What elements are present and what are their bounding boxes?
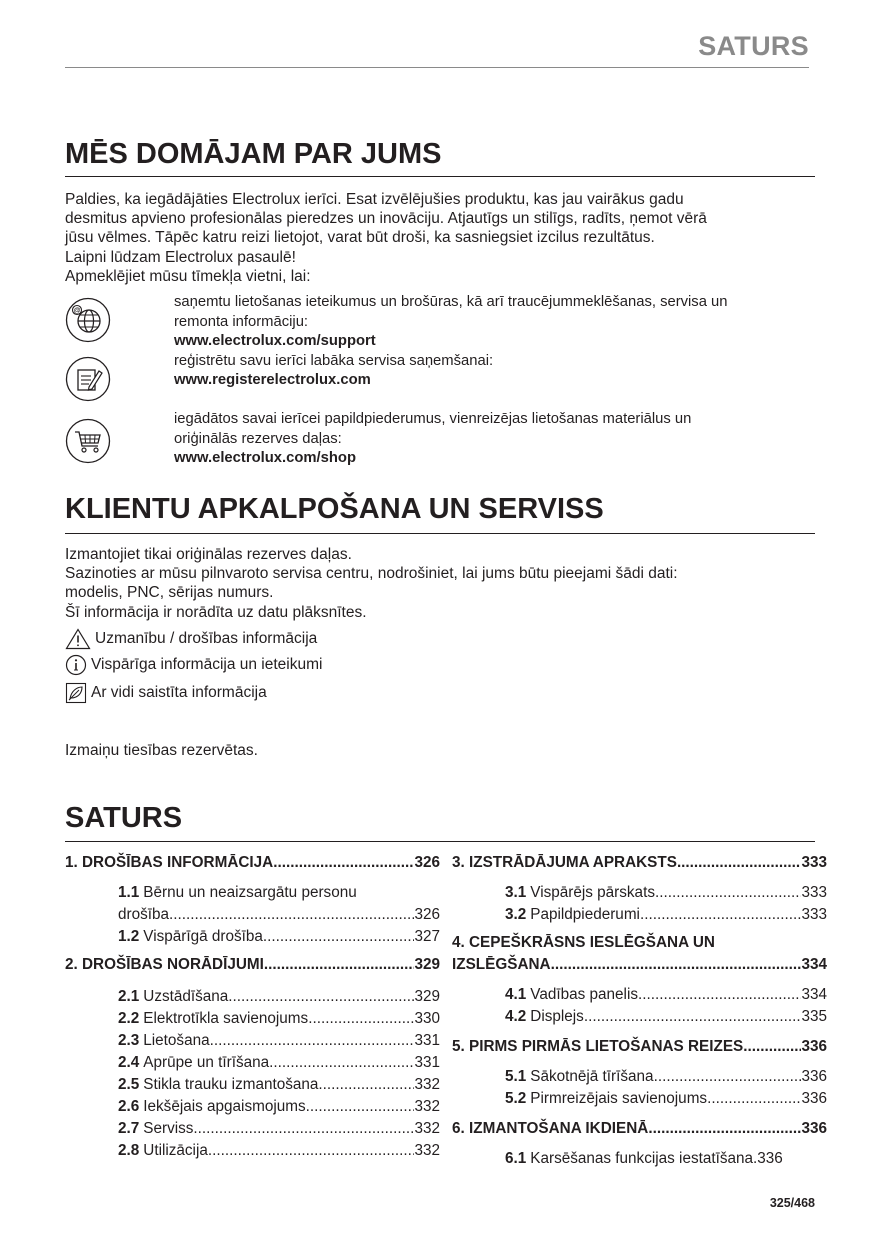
toc-chapter-6[interactable] <box>452 1118 827 1140</box>
toc-chapter-4-entries <box>452 984 827 1028</box>
toc-page: 336 <box>801 1038 827 1055</box>
toc-entry[interactable] <box>65 1074 440 1096</box>
toc-label: Bērnu un neaizsargātu personu <box>143 884 357 901</box>
toc-entry[interactable] <box>452 882 827 904</box>
toc-leader <box>584 1006 802 1028</box>
toc-leader <box>655 882 802 904</box>
toc-label: Pirmreizējais savienojums <box>530 1090 708 1107</box>
toc-leader <box>208 1140 415 1162</box>
toc-num: 4.2 <box>505 1008 527 1025</box>
toc-label: IZSLĒGŠANA <box>452 956 551 973</box>
toc-chapter-5[interactable] <box>452 1036 827 1058</box>
toc-label: 1. DROŠĪBAS INFORMĀCIJA <box>65 854 274 871</box>
toc-label: Utilizācija <box>143 1142 208 1159</box>
toc-chapter-2[interactable] <box>65 954 440 976</box>
toc-label: 6. IZMANTOŠANA IKDIENĀ <box>452 1120 649 1137</box>
toc-page: 331 <box>414 1032 440 1049</box>
support-text: saņemtu lietošanas ieteikumus un brošūras, kā arī traucējummeklēšanas, servisa un <box>174 294 728 310</box>
toc-page: 332 <box>414 1142 440 1159</box>
warning-icon <box>65 628 91 650</box>
toc-num: 3.1 <box>505 884 527 901</box>
toc-page: 332 <box>414 1098 440 1115</box>
toc-page: 331 <box>414 1054 440 1071</box>
intro-line: jūsu vēlmes. Tāpēc katru reizi lietojot, varat būt droši, ka sasniegsiet izcilus rezultātus. <box>65 229 655 247</box>
toc-page: 334 <box>801 956 827 973</box>
toc-label: Vadības panelis <box>530 986 638 1003</box>
toc-leader <box>193 1118 414 1140</box>
globe-icon <box>65 297 111 343</box>
rights-reserved-text <box>65 741 815 760</box>
svg-text:@: @ <box>73 307 81 315</box>
toc-num: 2.8 <box>118 1142 140 1159</box>
toc-page: 327 <box>414 928 440 945</box>
toc-entry[interactable] <box>452 1066 827 1088</box>
toc-label: Karsēšanas funkcijas iestatīšana. <box>530 1150 758 1167</box>
toc-page: 332 <box>414 1076 440 1093</box>
section-heading-we-care: MĒS DOMĀJAM PAR JUMS <box>65 138 442 170</box>
toc-entry-1-1[interactable] <box>65 882 440 926</box>
toc-page: 336 <box>801 1090 827 1107</box>
toc-label: Aprūpe un tīrīšana <box>143 1054 270 1071</box>
warning-symbol-row <box>65 628 317 650</box>
toc-right-column <box>452 852 827 1170</box>
toc-leader <box>228 986 414 1008</box>
toc-label: Serviss <box>143 1120 194 1137</box>
toc-leader <box>707 1088 801 1110</box>
toc-leader <box>654 1066 802 1088</box>
support-url-link[interactable]: www.electrolux.com/support <box>174 333 376 349</box>
section-divider <box>65 176 815 177</box>
toc-page: 333 <box>801 854 827 871</box>
toc-entry[interactable] <box>65 986 440 1008</box>
toc-leader <box>210 1030 415 1052</box>
service-line: Šī informācija ir norādīta uz datu plāksnītes. <box>65 603 367 621</box>
toc-entry[interactable] <box>452 904 827 926</box>
toc-num: 6.1 <box>505 1150 527 1167</box>
info-symbol-row <box>65 654 322 676</box>
intro-paragraph <box>65 190 815 286</box>
toc-label: Elektrotīkla savienojums <box>143 1010 309 1027</box>
environment-symbol-row <box>65 682 267 704</box>
toc-leader <box>269 1052 414 1074</box>
toc-label: Vispārīgā drošība <box>143 928 263 945</box>
section-divider <box>65 841 815 842</box>
toc-page: 330 <box>414 1010 440 1027</box>
warning-label: Uzmanību / drošības informācija <box>95 630 318 647</box>
toc-num: 4.1 <box>505 986 527 1003</box>
service-line: modelis, PNC, sērijas numurs. <box>65 584 274 602</box>
toc-entry[interactable] <box>452 1088 827 1110</box>
shop-url-link[interactable]: www.electrolux.com/shop <box>174 450 356 466</box>
intro-line: Laipni lūdzam Electrolux pasaulē! <box>65 248 296 266</box>
toc-chapter-2-entries <box>65 986 440 1162</box>
service-paragraph <box>65 545 815 622</box>
toc-num: 5.2 <box>505 1090 527 1107</box>
service-line: Sazinoties ar mūsu pilnvaroto servisa centru, nodrošiniet, lai jums būtu pieejami šādi dati: <box>65 565 678 583</box>
toc-num: 2.7 <box>118 1120 140 1137</box>
running-header-title: SATURS <box>698 31 809 61</box>
toc-label: 4. CEPEŠKRĀSNS IESLĒGŠANA UN <box>452 934 715 951</box>
toc-entry[interactable] <box>65 1030 440 1052</box>
section-heading-service: KLIENTU APKALPOŠANA UN SERVISS <box>65 493 604 525</box>
toc-leader <box>306 1096 415 1118</box>
section-divider <box>65 533 815 534</box>
toc-label: Vispārējs pārskats <box>530 884 655 901</box>
toc-chapter-4[interactable] <box>452 932 827 976</box>
toc-num: 5.1 <box>505 1068 527 1085</box>
toc-num: 1.1 <box>118 884 140 901</box>
header-divider <box>65 67 809 68</box>
toc-entry[interactable] <box>65 1118 440 1140</box>
toc-label: drošība <box>118 906 170 923</box>
toc-page: 326 <box>414 854 440 871</box>
toc-label: Sākotnējā tīrīšana <box>530 1068 654 1085</box>
shop-text: oriģinālās rezerves daļas: <box>174 430 342 447</box>
toc-entry-6-1[interactable] <box>452 1148 827 1170</box>
toc-page: 332 <box>414 1120 440 1137</box>
toc-chapter-5-entries <box>452 1066 827 1110</box>
toc-entry[interactable] <box>65 1008 440 1030</box>
intro-line: Apmeklējiet mūsu tīmekļa vietni, lai: <box>65 267 311 285</box>
shop-text: iegādātos savai ierīcei papildpiederumus, vienreizējas lietošanas materiālus un <box>174 411 692 427</box>
environment-label: Ar vidi saistīta informācija <box>91 684 267 701</box>
toc-entry[interactable] <box>452 984 827 1006</box>
toc-page: 333 <box>801 884 827 901</box>
toc-entry[interactable] <box>65 1052 440 1074</box>
info-label: Vispārīga informācija un ieteikumi <box>91 656 323 673</box>
toc-leader <box>308 1008 414 1030</box>
toc-label: Displejs <box>530 1008 584 1025</box>
rights-line: Izmaiņu tiesības rezervētas. <box>65 742 258 759</box>
support-link-block <box>174 293 728 391</box>
page-number: 325/468 <box>769 1196 815 1210</box>
toc-left-column <box>65 852 440 1162</box>
toc-entry-1-2[interactable] <box>65 926 440 948</box>
shopping-cart-icon <box>65 418 111 464</box>
toc-entry[interactable] <box>65 1096 440 1118</box>
toc-num: 2.2 <box>118 1010 140 1027</box>
toc-page: 334 <box>801 986 827 1003</box>
toc-num: 2.4 <box>118 1054 140 1071</box>
toc-page: 335 <box>801 1008 827 1025</box>
toc-page: 336 <box>801 1120 827 1137</box>
toc-label: 2. DROŠĪBAS NORĀDĪJUMI <box>65 956 264 973</box>
info-icon <box>65 654 87 676</box>
toc-leader <box>640 904 802 926</box>
intro-line: desmitus apvieno profesionālas pieredzes un inovāciju. Atjautīgs un stilīgs, radīts, ņemot vērā <box>65 210 707 228</box>
leaf-icon <box>65 682 87 704</box>
shop-link-block <box>174 410 691 469</box>
toc-label: 5. PIRMS PIRMĀS LIETOŠANAS REIZES. <box>452 1038 748 1055</box>
intro-line: Paldies, ka iegādājāties Electrolux ierīci. Esat izvēlējušies produktu, kas jau vairākus gadu <box>65 191 684 208</box>
toc-label: Lietošana <box>143 1032 210 1049</box>
support-text: remonta informāciju: <box>174 313 309 330</box>
toc-entry[interactable] <box>452 1006 827 1028</box>
service-line: Izmantojiet tikai oriģinālas rezerves daļas. <box>65 546 352 563</box>
toc-page: 329 <box>414 988 440 1005</box>
toc-num: 1.2 <box>118 928 140 945</box>
register-text: reģistrētu savu ierīci labāka servisa saņemšanai: <box>174 352 494 369</box>
register-url-link[interactable]: www.registerelectrolux.com <box>174 372 371 388</box>
toc-label: Stikla trauku izmantošana <box>143 1076 319 1093</box>
toc-page: 333 <box>801 906 827 923</box>
toc-label: Papildpiederumi <box>530 906 640 923</box>
toc-chapter-3[interactable] <box>452 852 827 874</box>
toc-page: 326 <box>414 906 440 923</box>
toc-entry[interactable] <box>65 1140 440 1162</box>
toc-num: 2.6 <box>118 1098 140 1115</box>
section-heading-contents: SATURS <box>65 802 183 834</box>
toc-num: 2.5 <box>118 1076 140 1093</box>
toc-label: Iekšējais apgaismojums <box>143 1098 306 1115</box>
toc-page: 336 <box>801 1068 827 1085</box>
toc-leader <box>318 1074 414 1096</box>
toc-label: Uzstādīšana <box>143 988 229 1005</box>
toc-num: 3.2 <box>505 906 527 923</box>
toc-num: 2.3 <box>118 1032 140 1049</box>
toc-chapter-1[interactable] <box>65 852 440 874</box>
toc-page: 336 <box>757 1150 783 1167</box>
toc-page: 329 <box>414 956 440 973</box>
toc-num: 2.1 <box>118 988 140 1005</box>
toc-label: 3. IZSTRĀDĀJUMA APRAKSTS <box>452 854 677 871</box>
toc-leader <box>638 984 801 1006</box>
register-icon <box>65 356 111 402</box>
toc-chapter-3-entries <box>452 882 827 926</box>
